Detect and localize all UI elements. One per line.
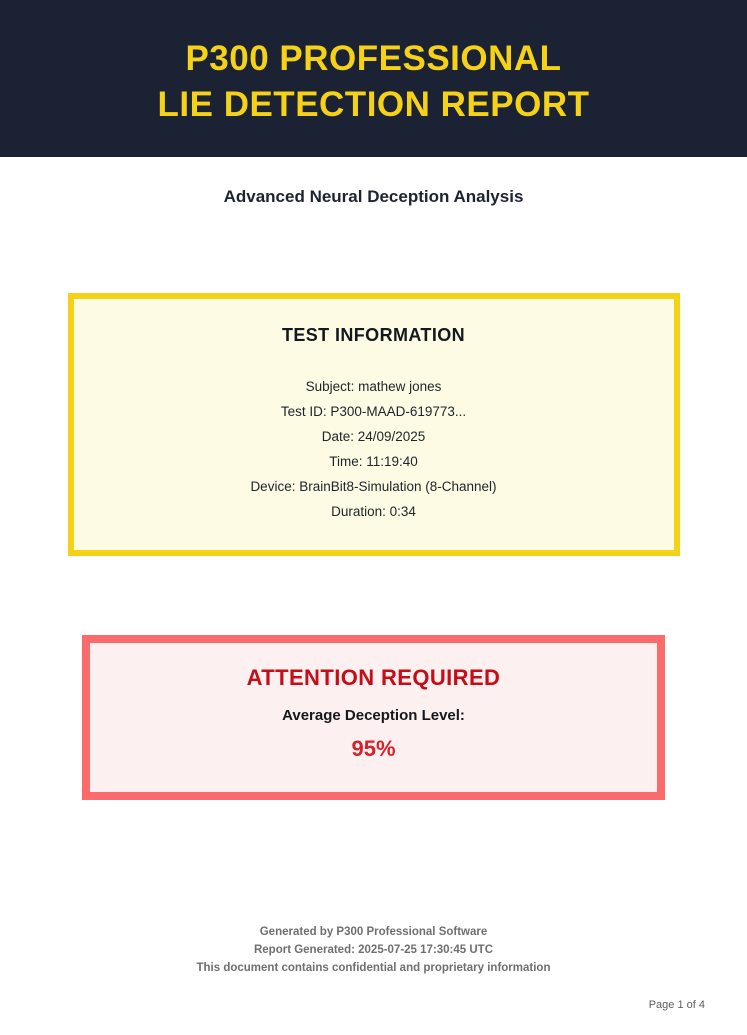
footer-generated-timestamp: Report Generated: 2025-07-25 17:30:45 UTC	[253, 944, 494, 956]
page-number: Page 1 of 4	[648, 999, 705, 1011]
test-information-title: TEST INFORMATION	[281, 325, 466, 345]
test-information-device: Device: BrainBit8-Simulation (8-Channel)	[250, 479, 497, 494]
test-information-box	[68, 293, 680, 556]
test-information-time: Time: 11:19:40	[329, 454, 418, 469]
test-information-subject: Subject: mathew jones	[305, 379, 442, 394]
test-information-test-id: Test ID: P300-MAAD-619773...	[280, 404, 467, 419]
test-information-duration: Duration: 0:34	[331, 504, 416, 519]
footer-confidentiality-notice: This document contains confidential and proprietary information	[196, 962, 551, 974]
report-footer	[0, 923, 747, 977]
report-header	[0, 0, 747, 157]
attention-required-box	[82, 635, 665, 800]
test-information-date: Date: 24/09/2025	[321, 429, 426, 444]
average-deception-level-value: 95%	[351, 736, 396, 761]
report-subtitle: Advanced Neural Deception Analysis	[223, 187, 524, 206]
report-title-line-2: LIE DETECTION REPORT	[157, 84, 590, 124]
report-title-line-1: P300 PROFESSIONAL	[185, 38, 562, 78]
attention-required-title: ATTENTION REQUIRED	[246, 665, 501, 690]
average-deception-level-label: Average Deception Level:	[282, 707, 465, 724]
footer-generated-by: Generated by P300 Professional Software	[259, 926, 488, 938]
